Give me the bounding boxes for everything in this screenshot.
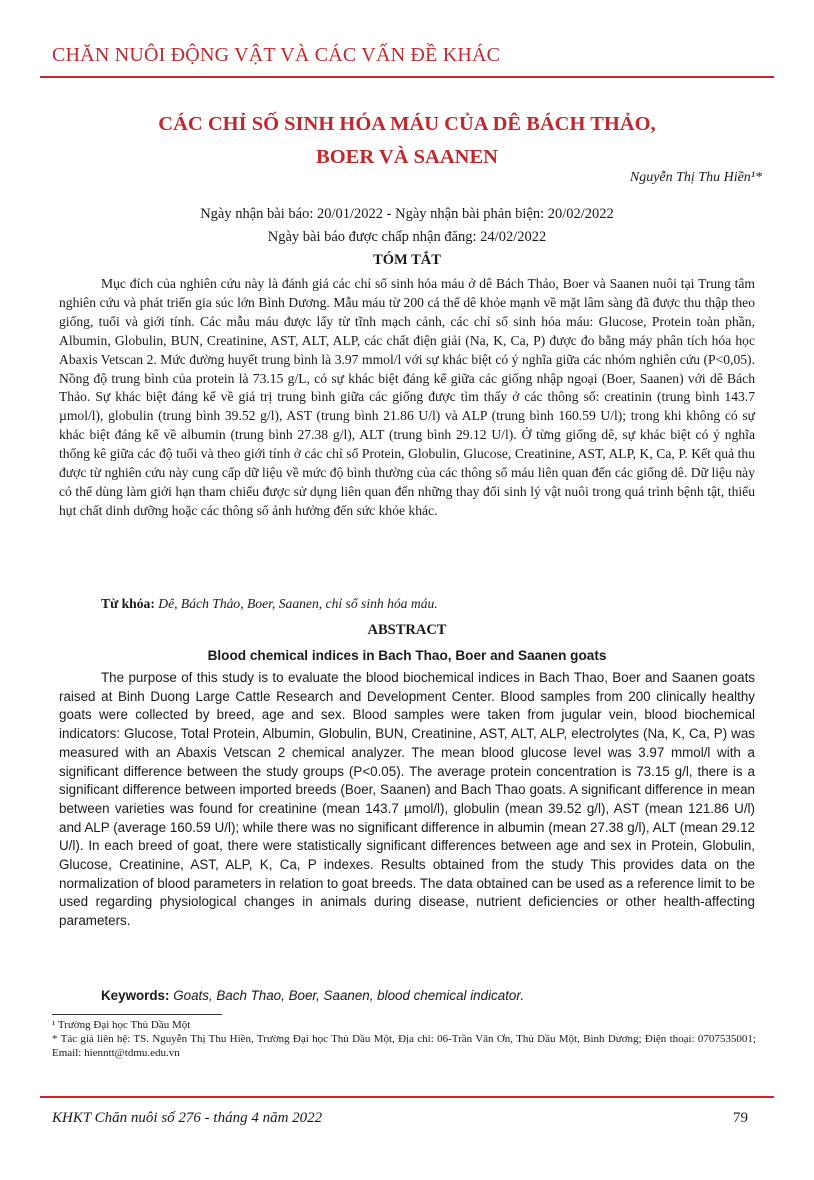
keywords-vn-list: Dê, Bách Thảo, Boer, Saanen, chỉ số sinh hóa máu. — [158, 596, 438, 611]
abstract-title: Blood chemical indices in Bach Thao, Boer and Saanen goats — [207, 648, 607, 663]
abstract-body: The purpose of this study is to evaluate the blood biochemical indices in Bach Thao, Boer and Saanen goats raised at Binh Duong Large Cattle Research and Development Center. Blood samples from 200 clinically healthy goats were collected by breed, age and sex. Blood samples were taken from jugular vein, blood biochemical indicators: Glucose, Total Protein, Albumin, Globulin, BUN, Creatinine, AST, ALT, ALP, electrolytes (Na, K, Ca, P) was measured with an Abaxis Vetscan 2 chemical analyzer. The mean blood glucose level was 3.97 mmol/l with a significant difference between the study groups (P<0.05). The average protein concentration is 73.15 g/l, there is a significant difference between imported breeds (Boer, Saanen) and Bach Thao goats. A significant difference in mean between varieties was found for creatinine (mean 143.7 µmol/l), globulin (mean 39.52 g/l), AST (mean 121.86 U/l) and ALP (average 160.59 U/l); while there was no significant difference in albumin (mean 27.38 g/l), ALT (mean 29.12 U/l). In each breed of goat, there were statistically significant differences between age and sex in Protein, Globulin, Glucose, Creatinine, AST, ALP, K, Ca, P indexes. Results obtained from the study This provides data on the normalization of blood parameters in relation to goat breeds. The data obtained can be used as a reference limit to be used regarding physiological changes in animals during disease, nutrient deficiencies or other health-affecting parameters. — [59, 670, 755, 929]
article-title — [60, 108, 754, 174]
author-name: Nguyễn Thị Thu Hiền¹* — [629, 170, 762, 185]
section-header: CHĂN NUÔI ĐỘNG VẬT VÀ CÁC VẤN ĐỀ KHÁC — [52, 44, 501, 66]
footnotes — [52, 1018, 756, 1060]
footer-divider — [40, 1096, 774, 1098]
footnote-divider — [52, 1014, 222, 1015]
keywords-vn — [101, 596, 438, 612]
article-title-line2: BOER VÀ SAANEN — [316, 146, 498, 168]
footnote-contact: * Tác giả liên hệ: TS. Nguyễn Thị Thu Hiền, Trường Đại học Thủ Dầu Một, Địa chỉ: 06-Trần Văn Ơn, Thủ Dầu Một, Bình Dương; Điện thoại: 0707535001; Email: hienntt@tdmu.edu.vn — [52, 1033, 756, 1059]
keywords-en-label: Keywords: — [101, 988, 170, 1003]
summary-heading: TÓM TẮT — [373, 252, 441, 268]
received-dates: Ngày nhận bài báo: 20/01/2022 - Ngày nhận bài phản biện: 20/02/2022 — [200, 206, 614, 222]
article-title-line1: CÁC CHỈ SỐ SINH HÓA MÁU CỦA DÊ BÁCH THẢO, — [158, 113, 656, 135]
keywords-vn-label: Từ khóa: — [101, 596, 155, 611]
article-dates — [60, 203, 754, 249]
summary-body: Mục đích của nghiên cứu này là đánh giá các chỉ số sinh hóa máu ở dê Bách Thảo, Boer và Saanen nuôi tại Trung tâm nghiên cứu và phát triển gia súc lớn Bình Dương. Mẫu máu từ 200 cá thể dê khỏe mạnh về mặt lâm sàng đã được thu thập theo giống, tuổi và giới tính. Các mẫu máu được lấy từ tĩnh mạch cảnh, các chỉ số sinh hóa máu: Glucose, Protein toàn phần, Albumin, Globulin, BUN, Creatinine, AST, ALT, ALP, các chất điện giải (Na, K, Ca, P) được đo bằng máy phân tích hóa học Abaxis Vetscan 2. Mức đường huyết trung bình là 3.97 mmol/l với sự khác biệt có ý nghĩa giữa các nhóm nghiên cứu (P<0,05). Nồng độ trung bình của protein là 73.15 g/L, có sự khác biệt đáng kể giữa các giống nhập ngoại (Boer, Saanen) với dê Bách Thảo. Sự khác biệt đáng kể về giá trị trung bình giữa các giống được tìm thấy ở các thông số: creatinin (trung bình 143.7 µmol/l), globulin (trung bình 39.52 g/l), AST (trung bình 21.86 U/l) và ALP (trung bình 160.59 U/l); trong khi không có sự khác biệt đáng kể về albumin (trung bình 27.38 g/l), ALT (trung bình 29.12 U/l). Ở từng giống dê, sự khác biệt có ý nghĩa thống kê giữa các độ tuổi và theo giới tính ở các chỉ số Protein, Globulin, Glucose, Creatinine, AST, ALP, K, Ca, P. Kết quả thu được từ nghiên cứu này cung cấp dữ liệu về mức độ bình thường của các thông số máu liên quan đến các giống dê. Dữ liệu này có thể dùng làm giới hạn tham chiếu được sử dụng liên quan đến những thay đổi sinh lý vật nuôi trong quá trình bệnh tật, thiếu hụt chất dinh dưỡng hoặc các thông số ảnh hưởng đến sức khỏe khác. — [59, 276, 755, 518]
accepted-date: Ngày bài báo được chấp nhận đăng: 24/02/2022 — [267, 229, 547, 245]
abstract-heading: ABSTRACT — [367, 622, 447, 638]
keywords-en-list: Goats, Bach Thao, Boer, Saanen, blood chemical indicator. — [173, 988, 525, 1003]
page-number: 79 — [733, 1110, 748, 1126]
keywords-en — [101, 988, 524, 1003]
footnote-affiliation: ¹ Trường Đại học Thủ Dầu Một — [52, 1019, 191, 1031]
journal-issue: KHKT Chăn nuôi số 276 - tháng 4 năm 2022 — [52, 1110, 323, 1126]
header-divider — [40, 76, 774, 78]
